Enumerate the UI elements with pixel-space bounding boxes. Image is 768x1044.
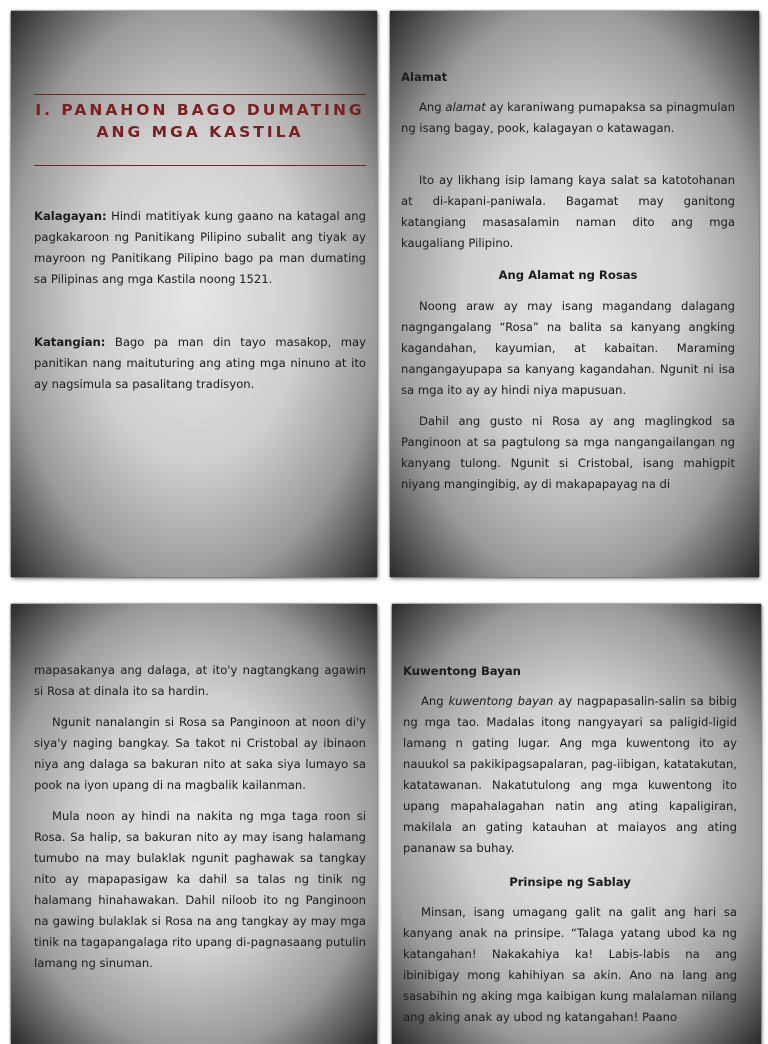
alamat-definition <box>401 97 735 139</box>
story-paragraph-3: Ngunit nanalangin si Rosa sa Panginoon at noon di'y siya'y naging bangkay. Sa takot ni Cristobal ay ibinaon niya ang dalaga sa bakuran nito at saka siya lumayo sa pook na iyon upang di na magbalik kailanman. <box>34 715 366 792</box>
definition-prefix: Ang <box>419 100 446 114</box>
katangian-paragraph <box>34 332 366 395</box>
kalagayan-label: Kalagayan: <box>34 209 107 223</box>
definition-text: ay karaniwang pumapaksa sa pinagmulan ng isang bagay, pook, kalagayan o katawagan. <box>401 100 735 135</box>
definition-term: alamat <box>445 100 486 114</box>
page-3-content <box>34 604 366 1044</box>
story-paragraph-4: Mula noon ay hindi na nakita ng mga taga roon si Rosa. Sa halip, sa bakuran nito ay may isang halamang tumubo na may bulaklak ngunit paghawak sa tangkay nito ay mapapasigaw ka dahil sa talas ng tinik ng halamang hinahawakan. Dahil niloob ito ng Panginoon na gawing bulaklak si Rosa na ang tangkay ay may mga tinik na tagapangalaga rito upang di-pagnasaang putulin lamang ng sinuman. <box>34 809 366 970</box>
page-title: I. PANAHON BAGO DUMATING ANG MGA KASTILA <box>35 101 365 141</box>
katangian-label: Katangian: <box>34 335 106 349</box>
page-4-content <box>403 604 737 1044</box>
kuwentong-bayan-definition <box>403 691 737 859</box>
title-bottom-rule <box>34 165 366 166</box>
katangian-text: Bago pa man din tayo masakop, may panitikan nang maituturing ang ating mga ninuno at ito ay nagsimula sa pasalitang tradisyon. <box>34 335 366 391</box>
definition-term: kuwentong bayan <box>448 694 554 708</box>
story-title: Prinsipe ng Sablay <box>509 875 631 889</box>
continued-paragraph: mapasakanya ang dalaga, at ito'y nagtangkang agawin si Rosa at dinala ito sa hardin. <box>34 663 366 698</box>
definition-prefix: Ang <box>421 694 449 708</box>
page-3 <box>11 604 377 1044</box>
page-1-content <box>34 11 366 577</box>
title-top-rule <box>34 94 366 95</box>
prinsipe-paragraph-1: Minsan, isang umagang galit na galit ang hari sa kanyang anak na prinsipe. “Talaga yatang ubod ka ng katangahan! Nakakahiya ka! Labis-labis na ang ibinibigay mong kahihiyan sa akin. Ano na lang ang sasabihin ng aking mga kaibigan kung malalaman nilang ang aking anak ay ubod ng katangahan! Paano <box>403 905 737 1024</box>
story-paragraph-1: Noong araw ay may isang magandang dalagang nagngangalang “Rosa” na balita sa kanyang angking kagandahan, kayumian, at kabaitan. Maraming nangangayupapa sa kanyang kagandahan. Ngunit ni isa sa mga ito ay ay hindi niya mapusuan. <box>401 299 735 397</box>
kalagayan-text: Hindi matitiyak kung gaano na katagal ang pagkakaroon ng Panitikang Pilipino subalit ang tiyak ay mayroon ng Panitikang Pilipino bago pa man dumating sa Pilipinas ang mga Kastila noong 1521. <box>34 209 366 286</box>
page-4 <box>392 604 761 1044</box>
page-2-content <box>401 11 735 577</box>
page-1 <box>11 11 377 577</box>
story-paragraph-2: Dahil ang gusto ni Rosa ay ang maglingkod sa Panginoon at sa pagtulong sa mga nangangailangan ng kanyang tulong. Ngunit si Cristobal, isang mahigpit niyang mangingibig, ay di makapapayag na di <box>401 414 735 491</box>
kalagayan-paragraph <box>34 206 366 290</box>
kuwentong-bayan-heading: Kuwentong Bayan <box>403 664 521 678</box>
definition-text: ay nagpapasalin-salin sa bibig ng mga tao. Madalas itong nangyayari sa paligid-ligid lamang n gating lugar. Ang mga kuwentong ito ay nauukol sa pakikipagsapalaran, pag-iibigan, katatakutan, katatawanan. Nakatutulong ang mga kuwentong ito upang mapahalagahan natin ang ating kapaligiran, makilala an gating katauhan at maiayos ang ating pananaw sa buhay. <box>403 694 737 855</box>
page-2 <box>390 11 759 577</box>
alamat-paragraph-2: Ito ay likhang isip lamang kaya salat sa katotohanan at di-kapani-paniwala. Bagamat may ganitong katangiang masasalamin naman dito ang mga kaugaliang Pilipino. <box>401 173 735 250</box>
story-title: Ang Alamat ng Rosas <box>498 268 638 282</box>
alamat-heading: Alamat <box>401 70 448 84</box>
